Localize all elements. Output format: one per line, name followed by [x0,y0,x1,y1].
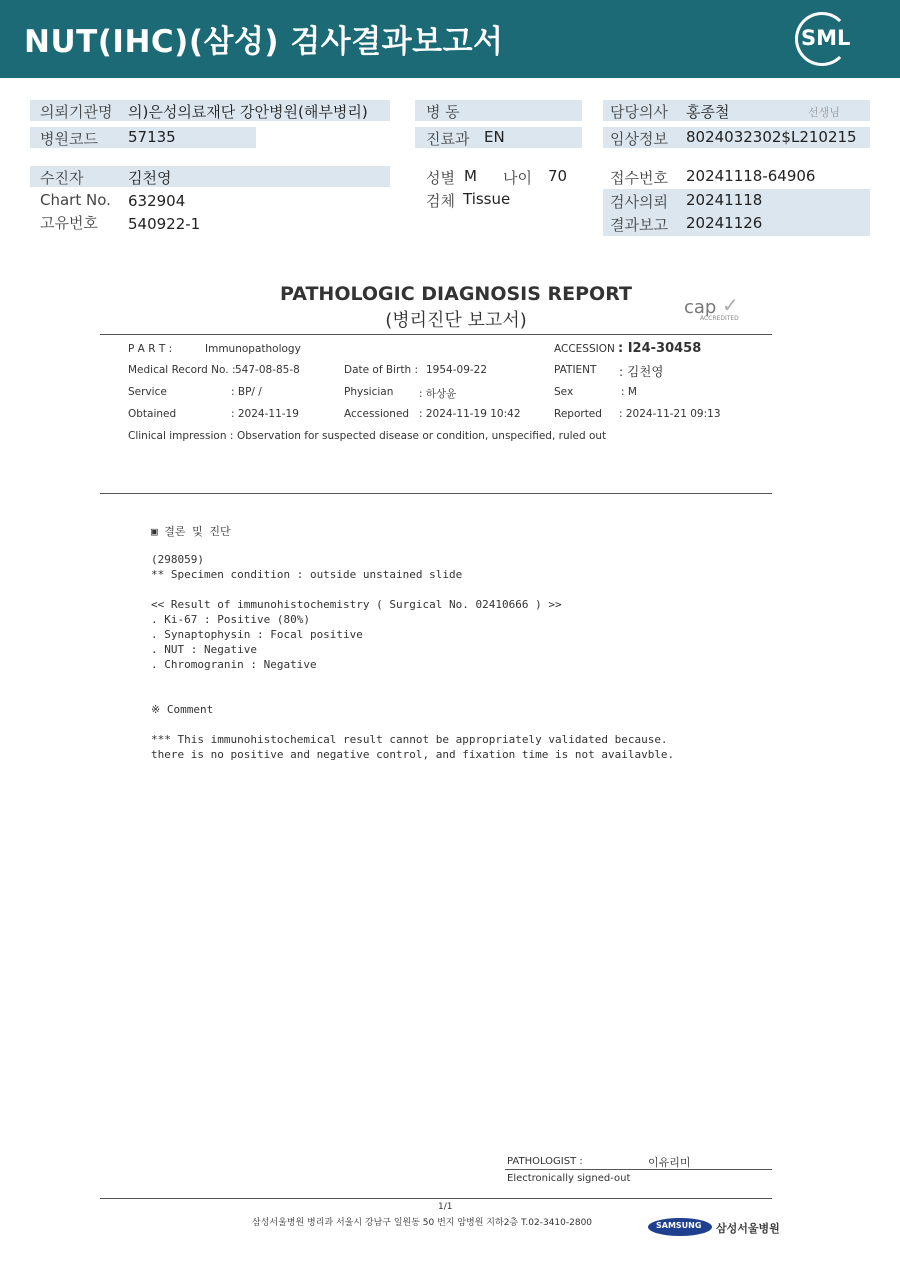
patient-row-bg [30,166,390,187]
service-value: : BP/ / [231,386,262,398]
section-title: ▣ 결론 및 진단 [151,525,231,538]
specimen-label: 검체 [426,192,455,210]
divider-bottom [100,1198,772,1199]
divider-middle [100,493,772,494]
divider-top [100,334,772,335]
samsung-text: SAMSUNG [656,1221,702,1230]
body-line: . Chromogranin : Negative [151,658,317,671]
dob-value: 1954-09-22 [426,364,488,376]
patient-value-report: : 김천영 [619,364,664,379]
chart-no-value: 632904 [128,192,186,210]
page-number: 1/1 [438,1202,453,1212]
institution-label: 의뢰기관명 [40,103,113,121]
clinical-impression-value: Observation for suspected disease or condition, unspecified, ruled out [237,430,607,442]
accessioned-label: Accessioned [344,408,410,420]
report-subtitle: (병리진단 보고서) [385,310,527,331]
accession-value: : I24-30458 [618,341,702,356]
body-line: << Result of immunohistochemistry ( Surgical No. 02410666 ) >> [151,598,562,611]
report-date-label: 결과보고 [610,216,668,234]
body-line: there is no positive and negative control, and fixation time is not availavble. [151,748,675,761]
comment-title: ※ Comment [151,703,214,716]
cap-text: cap [684,297,717,318]
signature-line [505,1169,772,1170]
mrn-label: Medical Record No. : [128,364,236,376]
patient-label: 수진자 [40,169,84,187]
ward-label: 병 동 [426,103,460,121]
physician-label: Physician [344,386,394,398]
footer-address: 삼성서울병원 병리과 서울시 강남구 일원동 50 번지 암병원 지하2층 T.02-3410-2800 [252,1218,593,1228]
dept-label: 진료과 [426,130,470,148]
patient-value: 김천영 [128,169,172,187]
request-label: 검사의뢰 [610,193,668,211]
page-title: NUT(IHC)(삼성) 검사결과보고서 [24,24,504,60]
hospital-code-value: 57135 [128,128,176,146]
part-value: Immunopathology [205,343,301,355]
signed-text: Electronically signed-out [507,1173,631,1184]
age-value: 70 [548,167,568,185]
clinical-info-label: 임상정보 [610,130,668,148]
accessioned-value: : 2024-11-19 10:42 [419,408,521,420]
hospital-name: 삼성서울병원 [716,1222,780,1235]
request-value: 20241118 [686,191,763,209]
logo-text: SML [801,26,851,50]
doctor-value: 홍종철 [686,103,730,121]
body-line: ** Specimen condition : outside unstained slide [151,568,463,581]
specimen-value: Tissue [463,190,511,208]
sex-label-report: Sex [554,386,574,398]
cap-subtext: ACCREDITED [700,315,739,322]
uid-label: 고유번호 [40,214,98,232]
dept-value: EN [484,128,505,146]
report-title: PATHOLOGIC DIAGNOSIS REPORT [280,283,632,305]
accession-label: ACCESSION [554,343,615,355]
patient-label-report: PATIENT [554,364,597,376]
sex-value: M [464,167,477,185]
service-label: Service [128,386,167,398]
doctor-label: 담당의사 [610,103,668,121]
sex-value-report: : M [621,386,637,398]
receipt-label: 접수번호 [610,169,668,187]
header-bar [0,0,900,78]
receipt-value: 20241118-64906 [686,167,816,185]
pathologist-label: PATHOLOGIST : [507,1156,583,1167]
clinical-info-value: 8024032302$L210215 [686,128,857,146]
doctor-suffix: 선생님 [808,106,840,119]
body-line: . Ki-67 : Positive (80%) [151,613,310,626]
report-date-value: 20241126 [686,214,763,232]
cap-accredited-logo [684,293,744,325]
obtained-value: : 2024-11-19 [231,408,299,420]
body-line: (298059) [151,553,204,566]
age-label: 나이 [503,169,532,187]
sex-label: 성별 [426,169,455,187]
hospital-code-label: 병원코드 [40,130,98,148]
pathologist-value: 이유리미 [648,1156,691,1169]
uid-value: 540922-1 [128,215,201,233]
sml-logo [795,12,855,66]
clinical-impression-label: Clinical impression : [128,430,234,442]
institution-value: 의)은성의료재단 강안병원(해부병리) [128,103,368,121]
chart-no-label: Chart No. [40,191,111,209]
part-label: P A R T : [128,343,173,355]
dob-label: Date of Birth : [344,364,418,376]
reported-value: : 2024-11-21 09:13 [619,408,721,420]
body-line: . Synaptophysin : Focal positive [151,628,363,641]
physician-value: : 하상윤 [419,388,457,400]
check-icon: ✓ [722,293,739,317]
body-line: *** This immunohistochemical result cannot be appropriately validated because. [151,733,668,746]
samsung-logo [648,1218,712,1236]
mrn-value: 547-08-85-8 [235,364,300,376]
obtained-label: Obtained [128,408,177,420]
body-line: . NUT : Negative [151,643,257,656]
reported-label: Reported [554,408,602,420]
